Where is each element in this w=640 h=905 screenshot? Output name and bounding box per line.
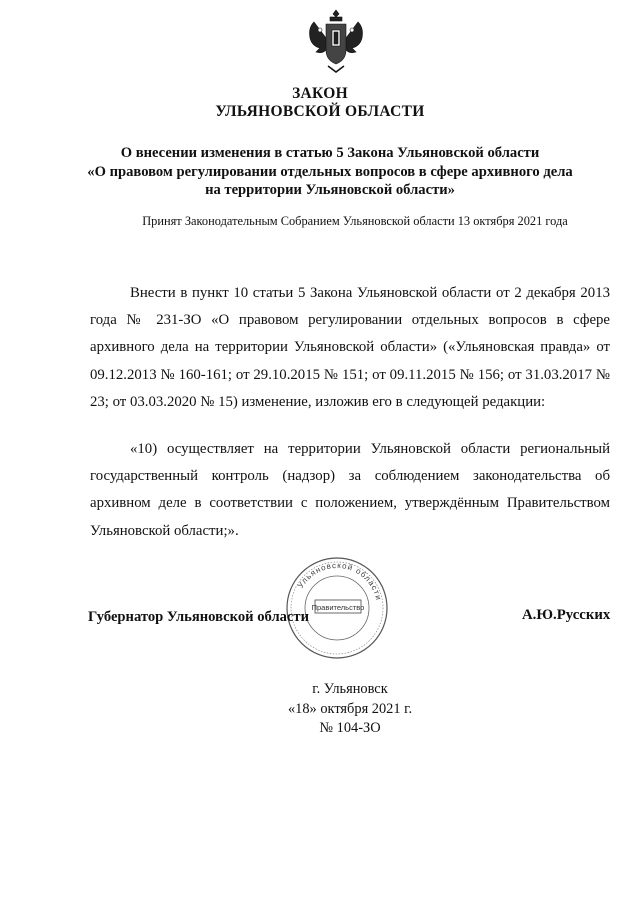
subject-line-2: «О правовом регулировании отдельных вопросов в сфере архивного дела <box>87 163 573 180</box>
paragraph-text: «10) осуществляет на территории Ульяновской области региональный государственный контроль (надзор) за соблюдением законодательства об архивном деле в соответствии с положением, утверждённым Правительством Ульяновской области;». <box>90 441 610 539</box>
document-footer <box>0 680 640 739</box>
date-label: «18» октября 2021 г. <box>287 700 413 717</box>
region-heading: УЛЬЯНОВСКОЙ ОБЛАСТИ <box>215 103 425 120</box>
paragraph-text: Внести в пункт 10 статьи 5 Закона Ульяновской области от 2 декабря 2013 года № 231-ЗО «О правовом регулировании отдельных вопросов в сфере архивного дела на территории Ульяновской области» («Ульяновская правда» от 09.12.2013 № 160-161; от 29.10.2015 № 151; от 09.11.2015 № 156; от 31.03.2017 № 23; от 03.03.2020 № 15) изменение, изложив его в следующей редакции: <box>90 285 610 410</box>
seal-ring-text: Ульяновской области <box>295 560 384 602</box>
subject-line-1: О внесении изменения в статью 5 Закона Ульяновской области <box>120 145 540 161</box>
signatory-name: А.Ю.Русских <box>522 607 611 623</box>
adoption-note: Принят Законодательным Собранием Ульяновской области 13 октября 2021 года <box>142 214 568 228</box>
law-heading: ЗАКОН <box>292 85 348 102</box>
body-paragraph-1 <box>90 280 610 416</box>
body-paragraph-2 <box>90 436 610 545</box>
seal-center-text: Правительство <box>311 603 365 612</box>
city-label: г. Ульяновск <box>312 681 388 697</box>
coat-of-arms-emblem <box>306 8 366 74</box>
official-seal-stamp <box>282 553 392 663</box>
law-number: № 104-ЗО <box>319 720 381 736</box>
signatory-position: Губернатор Ульяновской области <box>88 609 309 625</box>
subject-line-3: на территории Ульяновской области» <box>205 182 455 198</box>
law-subject <box>80 144 580 200</box>
